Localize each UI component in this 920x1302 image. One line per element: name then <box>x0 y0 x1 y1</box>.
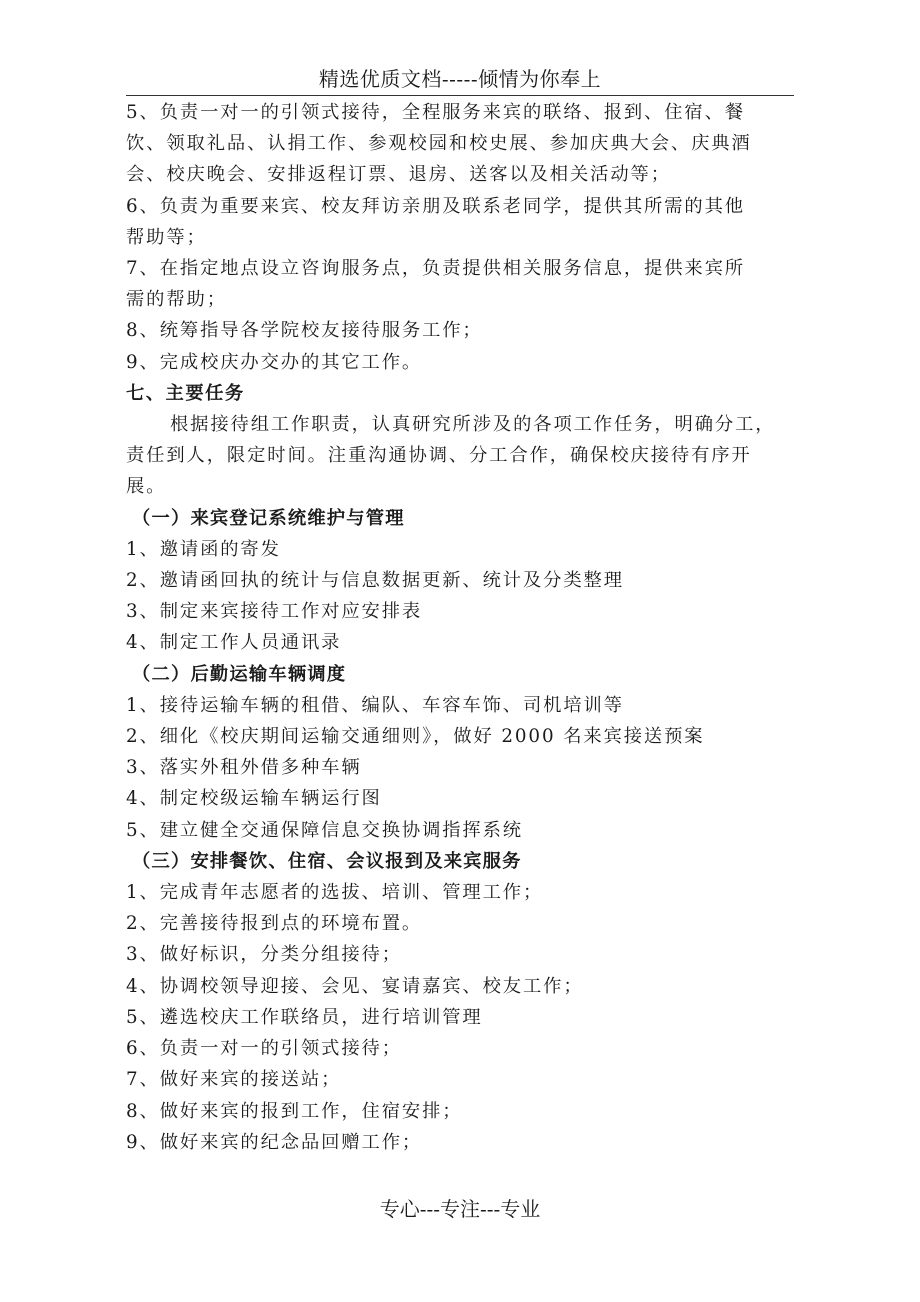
list-item: 5、建立健全交通保障信息交换协调指挥系统 <box>126 819 523 841</box>
list-item: 1、完成青年志愿者的选拔、培训、管理工作； <box>126 882 544 904</box>
list-item: 4、制定校级运输车辆运行图 <box>126 788 382 810</box>
part-2-heading: （二）后勤运输车辆调度 <box>132 663 347 685</box>
list-item: 1、接待运输车辆的租借、编队、车容车饰、司机培训等 <box>126 694 624 716</box>
list-item: 7、做好来宾的接送站； <box>126 1069 342 1091</box>
item-5-line-2: 饮、领取礼品、认捐工作、参观校园和校史展、参加庆典大会、庆典酒 <box>126 133 752 155</box>
item-9: 9、完成校庆办交办的其它工作。 <box>126 351 423 373</box>
page-footer: 专心---专注---专业 <box>379 1197 541 1221</box>
list-item: 1、邀请函的寄发 <box>126 538 281 560</box>
section-7-intro-line-3: 展。 <box>126 476 167 498</box>
item-5-line-1: 5、负责一对一的引领式接待，全程服务来宾的联络、报到、住宿、餐 <box>126 102 745 123</box>
list-item: 4、协调校领导迎接、会见、宴请嘉宾、校友工作； <box>126 975 584 997</box>
item-6-line-2: 帮助等； <box>126 226 207 248</box>
item-7-line-1: 7、在指定地点设立咨询服务点，负责提供相关服务信息，提供来宾所 <box>126 258 745 280</box>
list-item: 2、邀请函回执的统计与信息数据更新、统计及分类整理 <box>126 570 624 592</box>
list-item: 2、细化《校庆期间运输交通细则》，做好 2000 名来宾接送预案 <box>126 726 705 748</box>
part-1-heading: （一）来宾登记系统维护与管理 <box>132 507 405 529</box>
list-item: 2、完善接待报到点的环境布置。 <box>126 913 423 935</box>
page-header: 精选优质文档-----倾情为你奉上 <box>318 67 602 91</box>
item-6-line-1: 6、负责为重要来宾、校友拜访亲朋及联系老同学，提供其所需的其他 <box>126 195 745 217</box>
document-body <box>126 97 794 1158</box>
section-7-intro-line-1: 根据接待组工作职责，认真研究所涉及的各项工作任务，明确分工， <box>170 414 776 436</box>
section-7-intro-line-2: 责任到人，限定时间。注重沟通协调、分工合作，确保校庆接待有序开 <box>126 445 752 467</box>
list-item: 9、做好来宾的纪念品回赠工作； <box>126 1131 423 1153</box>
list-item: 5、遴选校庆工作联络员，进行培训管理 <box>126 1006 483 1028</box>
item-5-line-3: 会、校庆晚会、安排返程订票、退房、送客以及相关活动等； <box>126 164 671 186</box>
list-item: 6、负责一对一的引领式接待； <box>126 1038 402 1060</box>
list-item: 3、落实外租外借多种车辆 <box>126 757 362 779</box>
part-3-heading: （三）安排餐饮、住宿、会议报到及来宾服务 <box>132 850 522 872</box>
list-item: 8、做好来宾的报到工作，住宿安排； <box>126 1100 463 1122</box>
item-7-line-2: 需的帮助； <box>126 289 227 311</box>
list-item: 4、制定工作人员通讯录 <box>126 632 342 654</box>
item-8: 8、统筹指导各学院校友接待服务工作； <box>126 320 483 342</box>
header-divider <box>126 95 794 96</box>
list-item: 3、做好标识，分类分组接待； <box>126 944 402 966</box>
list-item: 3、制定来宾接待工作对应安排表 <box>126 601 423 623</box>
section-7-heading: 七、主要任务 <box>126 382 245 404</box>
